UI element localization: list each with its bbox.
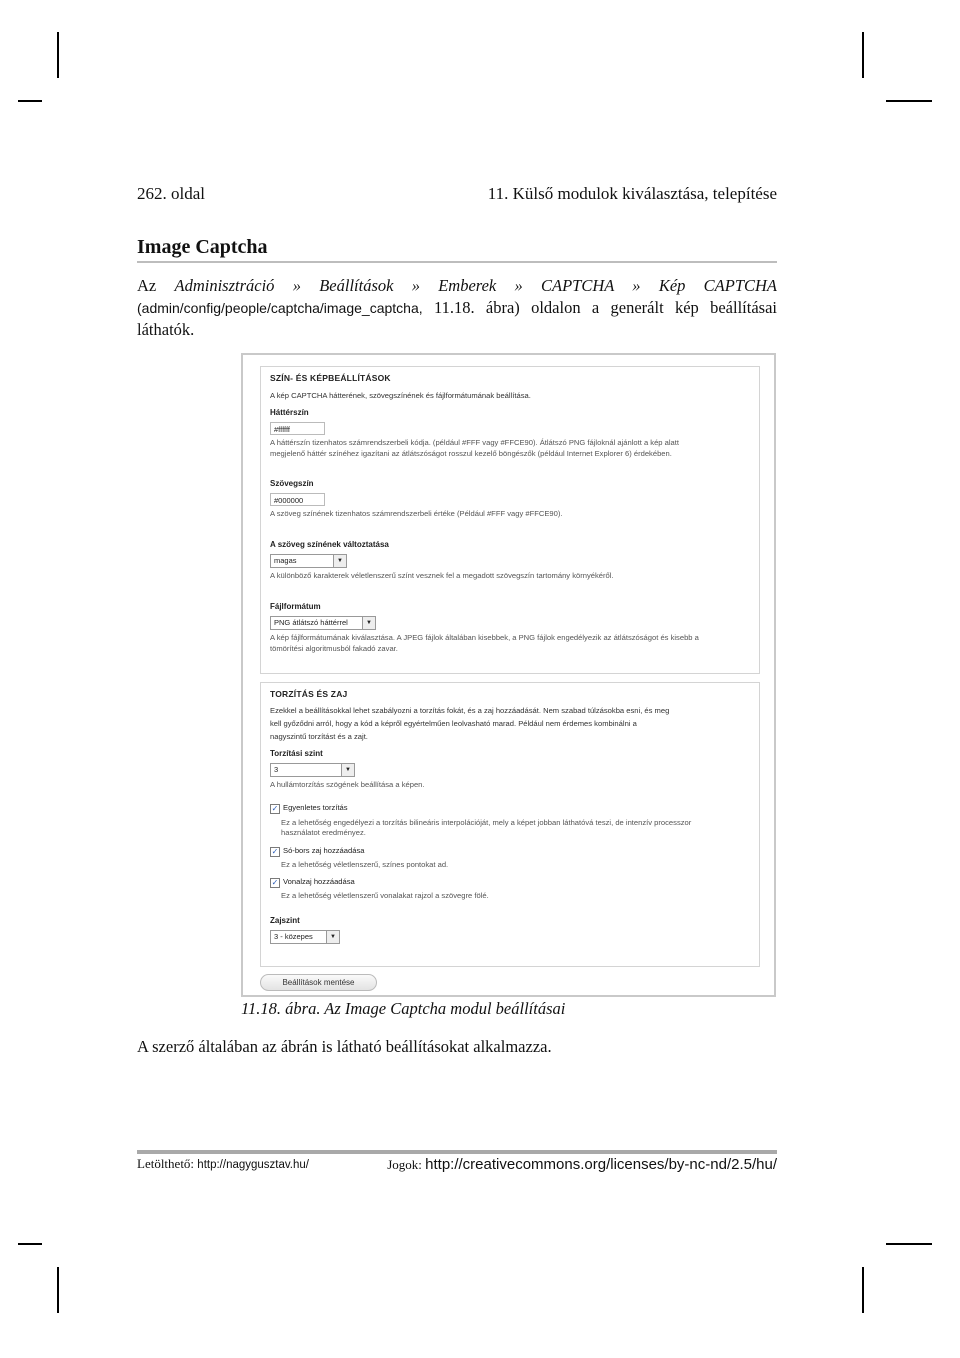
chapter-title: 11. Külső modulok kiválasztása, telepítése — [487, 184, 777, 203]
menu-path: Adminisztráció » Beállítások » Emberek » CAPTCHA » Kép CAPTCHA — [174, 276, 778, 295]
smooth-checkbox[interactable]: ✓ — [271, 804, 279, 813]
download-info — [137, 1156, 309, 1172]
fieldset-legend: TORZÍTÁS ÉS ZAJ — [270, 689, 348, 699]
figure-caption: 11.18. ábra. Az Image Captcha modul beállításai — [241, 999, 566, 1018]
distortion-label: Torzítási szint — [270, 749, 323, 758]
bg-color-label: Háttérszín — [270, 408, 309, 417]
noise-level-select[interactable] — [270, 930, 340, 944]
crop-mark — [886, 100, 932, 102]
chevron-down-icon: ▼ — [362, 617, 375, 629]
bg-color-desc: megjelenő háttér színéhez igazítani az átlátszóságot rosszul kezelő böngészők (például Internet Explorer 6) érdekében. — [270, 449, 672, 458]
fieldset-intro: kell győződni arról, hogy a kód a képről egyértelműen leolvasható marad. Például nem érdemes kombinálni a — [270, 719, 637, 728]
footer-divider — [137, 1150, 777, 1154]
page-footer — [137, 1156, 777, 1176]
bg-color-desc: A háttérszín tizenhatos számrendszerbeli kódja. (például #FFF vagy #FFCE90). Átlátszó PNG fájloknál ajánlott a kép alatt — [270, 438, 679, 447]
text-color-desc: A szöveg színének tizenhatos számrendszerbeli értéke (Például #FFF vagy #FFCE90). — [270, 509, 563, 518]
crop-mark — [862, 1267, 864, 1313]
variation-desc: A különböző karakterek véletlenszerű színt vesznek fel a megadott szövegszín tartomány környékéről. — [270, 571, 614, 580]
line-noise-label: Vonalzaj hozzáadása — [283, 877, 355, 886]
rights-link[interactable]: http://creativecommons.org/licenses/by-nc-nd/2.5/hu/ — [425, 1156, 777, 1173]
fieldset-legend: SZÍN- ÉS KÉPBEÁLLÍTÁSOK — [270, 373, 391, 383]
download-link[interactable]: http://nagygusztav.hu/ — [197, 1159, 309, 1171]
intro-prefix: Az — [137, 276, 157, 295]
smooth-desc: használatot eredményez. — [281, 828, 366, 837]
text-color-label: Szövegszín — [270, 479, 314, 488]
line-noise-checkbox[interactable]: ✓ — [271, 878, 279, 887]
running-header — [137, 184, 777, 206]
bg-color-input[interactable]: #ffffff — [270, 422, 325, 435]
crop-mark — [18, 1243, 42, 1245]
format-label: Fájlformátum — [270, 602, 321, 611]
admin-url: (admin/config/people/captcha/image_captcha, — [137, 300, 423, 316]
distortion-noise-fieldset — [260, 682, 760, 967]
crop-mark — [862, 32, 864, 78]
intro-paragraph — [137, 275, 777, 341]
rights-label: Jogok: — [387, 1157, 422, 1172]
text-color-input[interactable]: #000000 — [270, 493, 325, 506]
download-label: Letölthető: — [137, 1156, 195, 1171]
section-title: Image Captcha — [137, 236, 777, 263]
distortion-desc: A hullámtorzítás szögének beállítása a képen. — [270, 780, 425, 789]
format-value: PNG átlátszó háttérrel — [274, 618, 348, 627]
format-desc: A kép fájlformátumának kiválasztása. A JPEG fájlok általában kisebbek, a PNG fájlok engedélyezik az átlátszóságot és kisebb a — [270, 633, 699, 642]
format-select[interactable] — [270, 616, 376, 630]
fieldset-intro: A kép CAPTCHA hátterének, szövegszínének és fájlformátumának beállítása. — [270, 391, 531, 400]
crop-mark — [57, 1267, 59, 1313]
color-image-fieldset — [260, 366, 760, 674]
variation-select[interactable] — [270, 554, 347, 568]
chevron-down-icon: ▼ — [326, 931, 339, 943]
line-noise-desc: Ez a lehetőség véletlenszerű vonalakat rajzol a szövegre fölé. — [281, 891, 489, 900]
chevron-down-icon: ▼ — [341, 764, 354, 776]
noise-level-value: 3 - közepes — [274, 932, 313, 941]
smooth-desc: Ez a lehetőség engedélyezi a torzítás bilineáris interpolációját, mely a képet jobban láthatóvá teszi, de intenzív processzor — [281, 818, 692, 827]
variation-value: magas — [274, 556, 297, 565]
save-settings-button[interactable]: Beállítások mentése — [260, 974, 377, 991]
crop-mark — [57, 32, 59, 78]
saltpepper-desc: Ez a lehetőség véletlenszerű, színes pontokat ad. — [281, 860, 449, 869]
fieldset-intro: Ezekkel a beállításokkal lehet szabályozni a torzítás fokát, és a zaj hozzáadását. Nem szabad túlzásokba esni, és meg — [270, 706, 670, 715]
saltpepper-checkbox[interactable]: ✓ — [271, 847, 279, 856]
crop-mark — [18, 100, 42, 102]
smooth-label: Egyenletes torzítás — [283, 803, 348, 812]
crop-mark — [886, 1243, 932, 1245]
saltpepper-label: Só-bors zaj hozzáadása — [283, 846, 365, 855]
fieldset-intro: nagyszintű torzítást és a zajt. — [270, 732, 368, 741]
format-desc: tömörítési algoritmusból fakadó zavar. — [270, 644, 398, 653]
rights-info — [387, 1156, 777, 1173]
distortion-value: 3 — [274, 765, 279, 774]
chevron-down-icon: ▼ — [333, 555, 346, 567]
summary-paragraph: A szerző általában az ábrán is látható beállításokat alkalmazza. — [137, 1037, 552, 1056]
intro-rest: 11.18. ábra) oldalon a generált kép beállításai láthatók. — [137, 298, 777, 339]
noise-level-label: Zajszint — [270, 916, 300, 925]
distortion-select[interactable] — [270, 763, 355, 777]
variation-label: A szöveg színének változtatása — [270, 540, 389, 549]
settings-screenshot — [241, 353, 776, 997]
page-number: 262. oldal — [137, 184, 205, 203]
